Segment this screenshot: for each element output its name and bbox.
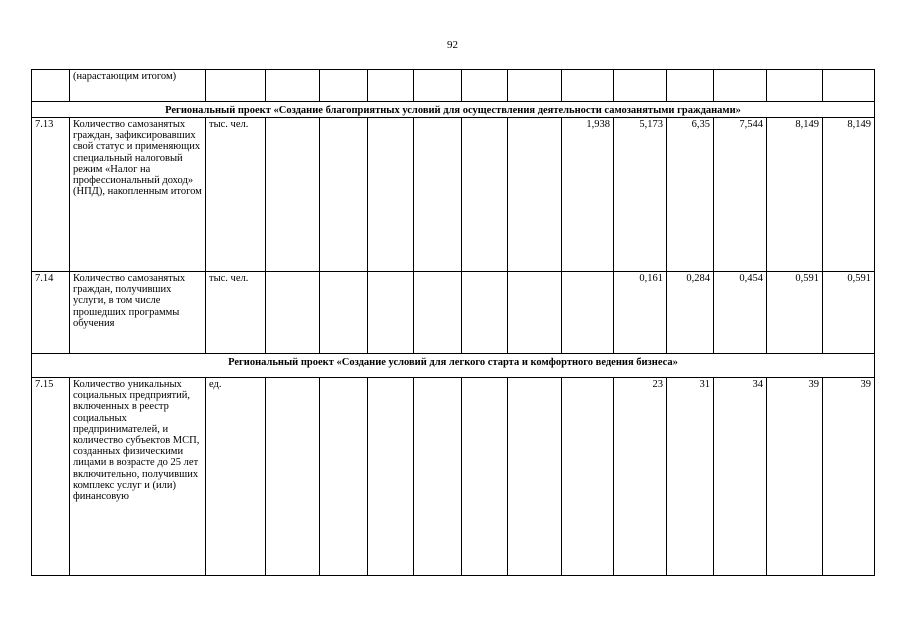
- indicator-name: Количество уникальных социальных предприятий, включенных в реестр социальных предпринимателей, и количество субъектов МСП, созданных физическими лицами в возрасте до 25 лет включительно, получивших комплекс услуг и (или) финансовую: [70, 378, 206, 576]
- indicator-value: [462, 378, 508, 576]
- indicator-value: [714, 70, 767, 102]
- indicator-value: 34: [714, 378, 767, 576]
- indicator-value: [414, 118, 462, 272]
- indicator-value: 0,454: [714, 272, 767, 354]
- indicator-value: 31: [667, 378, 714, 576]
- indicator-name: Количество самозанятых граждан, получивших услуги, в том числе прошедших программы обучения: [70, 272, 206, 354]
- indicator-value: 0,161: [614, 272, 667, 354]
- indicator-value: 8,149: [823, 118, 875, 272]
- section-title: Региональный проект «Создание условий для легкого старта и комфортного ведения бизнеса»: [32, 354, 875, 378]
- indicator-value: [368, 118, 414, 272]
- indicator-value: 1,938: [562, 118, 614, 272]
- indicator-value: 39: [823, 378, 875, 576]
- indicator-value: [614, 70, 667, 102]
- indicator-unit: ед.: [206, 378, 266, 576]
- indicator-value: [368, 70, 414, 102]
- indicator-value: [320, 118, 368, 272]
- indicator-number: 7.15: [32, 378, 70, 576]
- indicator-value: 0,284: [667, 272, 714, 354]
- indicator-value: [414, 70, 462, 102]
- indicator-value: [508, 118, 562, 272]
- table-row: [32, 272, 875, 354]
- indicator-value: [320, 272, 368, 354]
- indicator-value: [368, 272, 414, 354]
- indicator-value: [562, 378, 614, 576]
- section-header-row: [32, 354, 875, 378]
- indicator-name: (нарастающим итогом): [70, 70, 206, 102]
- indicator-value: [508, 272, 562, 354]
- table-body: [32, 70, 875, 576]
- indicator-value: [508, 378, 562, 576]
- indicator-value: [266, 118, 320, 272]
- indicator-unit: [206, 70, 266, 102]
- indicator-value: 5,173: [614, 118, 667, 272]
- indicator-value: [508, 70, 562, 102]
- table-row: [32, 118, 875, 272]
- indicator-number: [32, 70, 70, 102]
- indicator-value: 0,591: [823, 272, 875, 354]
- indicator-value: [667, 70, 714, 102]
- indicators-table: [31, 69, 875, 576]
- indicator-value: 23: [614, 378, 667, 576]
- indicator-value: [767, 70, 823, 102]
- indicator-value: [414, 272, 462, 354]
- page-number: 92: [447, 39, 458, 51]
- section-title: Региональный проект «Создание благоприятных условий для осуществления деятельности самозанятыми гражданами»: [32, 102, 875, 118]
- indicator-value: [462, 272, 508, 354]
- indicator-value: 8,149: [767, 118, 823, 272]
- indicator-unit: тыс. чел.: [206, 118, 266, 272]
- indicator-value: [266, 272, 320, 354]
- section-header-row: [32, 102, 875, 118]
- indicator-value: 6,35: [667, 118, 714, 272]
- indicator-value: [266, 70, 320, 102]
- indicator-value: [368, 378, 414, 576]
- indicator-value: 7,544: [714, 118, 767, 272]
- indicator-value: [462, 118, 508, 272]
- indicator-value: [266, 378, 320, 576]
- indicator-number: 7.14: [32, 272, 70, 354]
- indicator-value: [562, 70, 614, 102]
- indicator-value: [823, 70, 875, 102]
- indicator-unit: тыс. чел.: [206, 272, 266, 354]
- indicator-value: 0,591: [767, 272, 823, 354]
- indicator-value: [414, 378, 462, 576]
- table-row: [32, 70, 875, 102]
- indicator-value: 39: [767, 378, 823, 576]
- table-row: [32, 378, 875, 576]
- indicator-name: Количество самозанятых граждан, зафиксировавших свой статус и применяющих специальный налоговый режим «Налог на профессиональный доход» (НПД), накопленным итогом: [70, 118, 206, 272]
- indicator-number: 7.13: [32, 118, 70, 272]
- indicator-value: [320, 378, 368, 576]
- indicator-value: [320, 70, 368, 102]
- indicator-value: [462, 70, 508, 102]
- indicator-value: [562, 272, 614, 354]
